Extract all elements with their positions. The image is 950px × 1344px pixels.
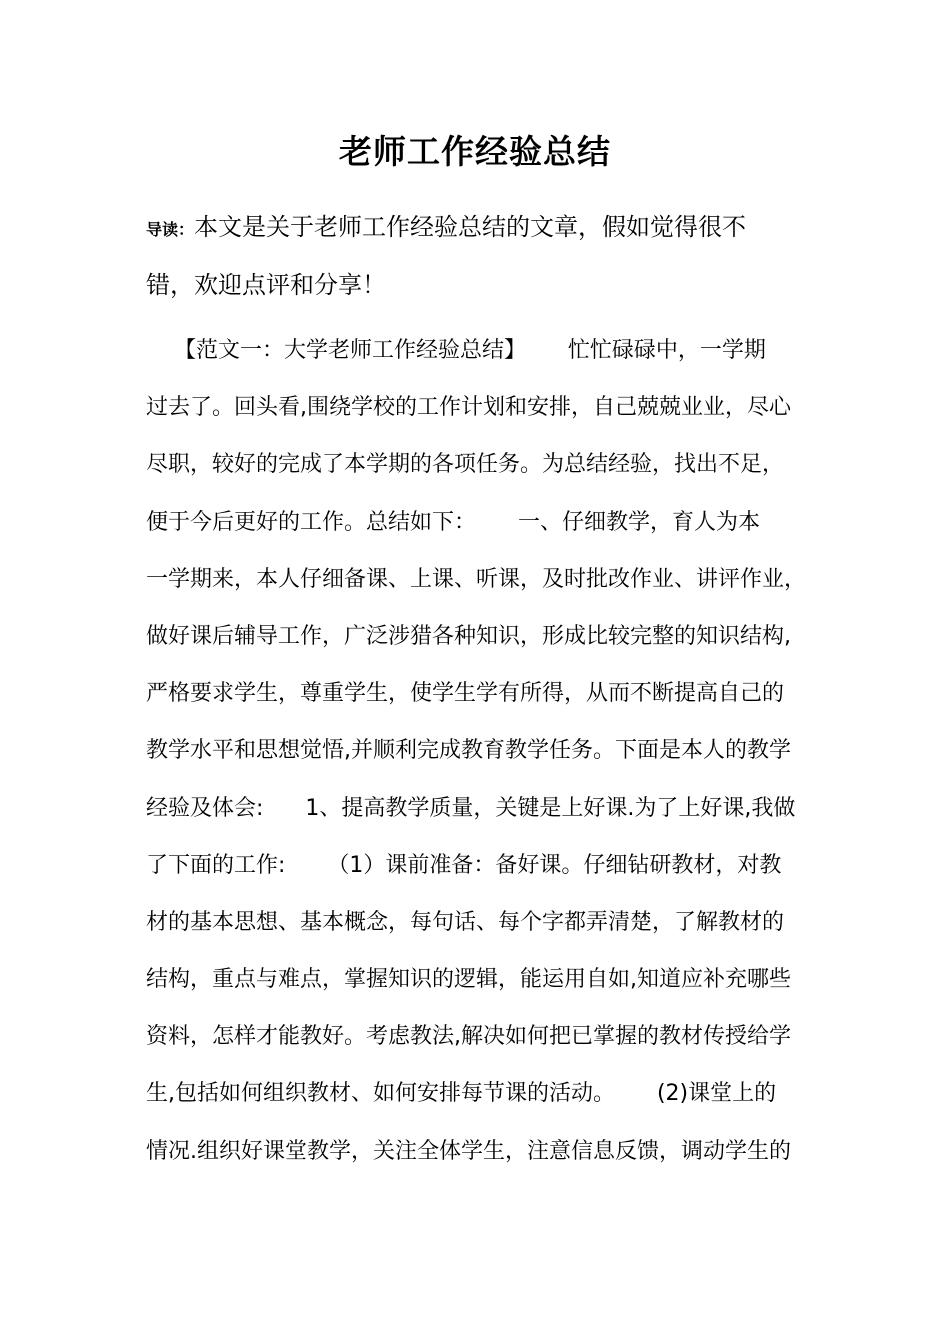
intro-label: 导读：	[146, 220, 195, 239]
body-line: 尽职，较好的完成了本学期的各项任务。为总结经验，找出不足，	[146, 452, 785, 478]
body-paragraph	[146, 322, 826, 1180]
body-line: 资料，怎样才能教好。考虑教法,解决如何把已掌握的教材传授给学	[146, 1024, 791, 1050]
body-line: 严格要求学生，尊重学生，使学生学有所得，从而不断提高自己的	[146, 681, 785, 707]
body-line: 便于今后更好的工作。总结如下： 一、仔细教学，育人为本	[146, 509, 760, 535]
intro-line-2: 错，欢迎点评和分享！	[146, 271, 386, 299]
intro-line-1	[146, 198, 816, 256]
body-line: 材的基本思想、基本概念，每句话、每个字都弄清楚，了解教材的	[146, 909, 785, 935]
body-line: 一学期来，本人仔细备课、上课、听课，及时批改作业、讲评作业，	[146, 566, 807, 592]
body-line: 结构，重点与难点，掌握知识的逻辑，能运用自如,知道应补充哪些	[146, 967, 791, 993]
body-line: 过去了。回头看,围绕学校的工作计划和安排，自己兢兢业业，尽心	[146, 395, 791, 421]
body-line: 情况.组织好课堂教学，关注全体学生，注意信息反馈，调动学生的	[146, 1138, 791, 1164]
intro-paragraph	[146, 198, 816, 314]
body-line: 生,包括如何组织教材、如何安排每节课的活动。 (2)课堂上的	[146, 1081, 777, 1107]
intro-text-1: 本文是关于老师工作经验总结的文章，假如觉得很不	[194, 213, 747, 241]
body-line: 做好课后辅导工作，广泛涉猎各种知识，形成比较完整的知识结构,	[146, 623, 791, 649]
body-line: 经验及体会: 1、提高教学质量，关键是上好课.为了上好课,我做	[146, 795, 796, 821]
body-line: 教学水平和思想觉悟,并顺利完成教育教学任务。下面是本人的教学	[146, 738, 791, 764]
body-line: 【范文一：大学老师工作经验总结】 忙忙碌碌中，一学期	[146, 338, 766, 363]
document-title: 老师工作经验总结	[339, 132, 611, 171]
body-line: 了下面的工作: （1）课前准备：备好课。仔细钻研教材，对教	[146, 852, 782, 878]
